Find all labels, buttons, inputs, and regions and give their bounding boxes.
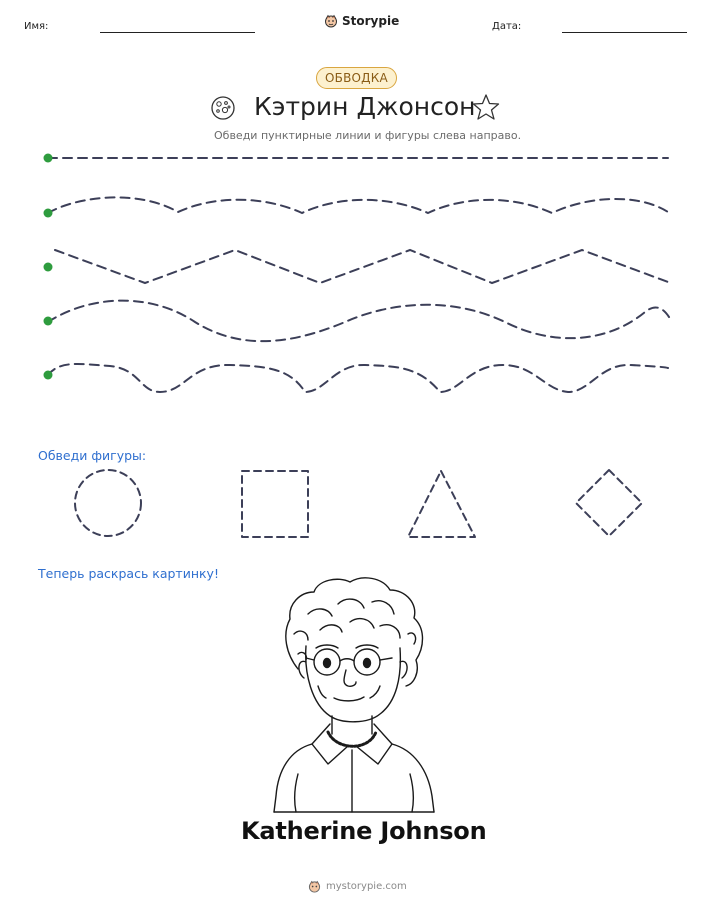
worksheet-title: Кэтрин Джонсон [254, 92, 476, 121]
brand [324, 14, 399, 28]
trace-shape-triangle[interactable] [408, 471, 475, 537]
start-dot [44, 371, 53, 380]
start-dot [44, 209, 53, 218]
illustration-caption: Katherine Johnson [241, 817, 487, 845]
storypie-logo-icon [324, 14, 338, 28]
shapes-heading: Обведи фигуры: [38, 448, 147, 463]
date-label: Дата: [492, 21, 522, 32]
katherine-johnson-illustration[interactable] [268, 574, 443, 818]
footer [308, 880, 407, 893]
footer-url[interactable]: mystorypie.com [326, 881, 407, 892]
storypie-logo-icon [308, 880, 321, 893]
trace-line-curve[interactable] [48, 197, 668, 213]
start-dot [44, 317, 53, 326]
category-badge: ОБВОДКА [316, 67, 397, 89]
trace-line-bumpy-wave[interactable] [48, 364, 668, 392]
trace-line-zigzag[interactable] [55, 250, 668, 283]
name-label: Имя: [24, 21, 49, 32]
trace-shape-circle[interactable] [75, 470, 141, 536]
coloring-heading: Теперь раскрась картинку! [38, 566, 219, 581]
date-line[interactable] [562, 32, 687, 33]
start-dot [44, 263, 53, 272]
name-line[interactable] [100, 32, 255, 33]
start-dot [44, 154, 53, 163]
moon-icon [209, 94, 237, 122]
brand-name: Storypie [342, 14, 400, 28]
trace-shape-square[interactable] [242, 471, 308, 537]
instructions: Обведи пунктирные линии и фигуры слева направо. [214, 129, 522, 142]
star-icon [470, 92, 502, 122]
trace-shape-diamond[interactable] [576, 470, 642, 536]
trace-line-wave[interactable] [48, 301, 672, 342]
